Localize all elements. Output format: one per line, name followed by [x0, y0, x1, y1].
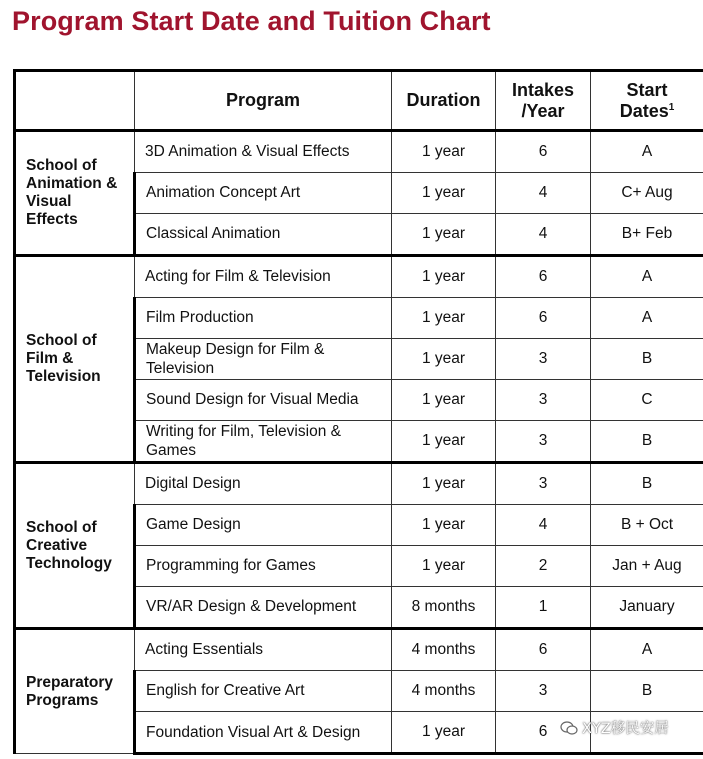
watermark — [560, 717, 669, 738]
intakes-cell: 1 — [496, 587, 591, 629]
duration-cell: 1 year — [392, 421, 496, 463]
program-cell: Digital Design — [135, 463, 392, 505]
header-row — [15, 71, 703, 131]
school-name-cell: School of Animation & Visual Effects — [15, 131, 135, 256]
intakes-cell: 4 — [496, 173, 591, 214]
intakes-cell: 4 — [496, 214, 591, 256]
program-cell: Sound Design for Visual Media — [135, 380, 392, 421]
intakes-cell: 4 — [496, 505, 591, 546]
intakes-cell: 3 — [496, 671, 591, 712]
duration-cell: 1 year — [392, 712, 496, 754]
duration-cell: 1 year — [392, 339, 496, 380]
program-cell: Makeup Design for Film & Television — [135, 339, 392, 380]
start-dates-cell: A — [591, 629, 703, 671]
school-name-cell: Preparatory Programs — [15, 629, 135, 754]
duration-cell: 4 months — [392, 671, 496, 712]
header-program: Program — [135, 71, 392, 131]
program-cell: English for Creative Art — [135, 671, 392, 712]
duration-cell: 1 year — [392, 298, 496, 339]
table-row — [15, 463, 703, 505]
intakes-cell: 3 — [496, 421, 591, 463]
header-duration: Duration — [392, 71, 496, 131]
start-dates-cell: B — [591, 339, 703, 380]
intakes-cell: 6 — [496, 712, 591, 754]
header-intakes-line1: Intakes — [511, 79, 575, 100]
duration-cell: 1 year — [392, 505, 496, 546]
program-chart-table — [13, 69, 703, 755]
duration-cell: 1 year — [392, 463, 496, 505]
duration-cell: 1 year — [392, 131, 496, 173]
program-cell: 3D Animation & Visual Effects — [135, 131, 392, 173]
program-cell: Acting Essentials — [135, 629, 392, 671]
start-dates-cell: B + Oct — [591, 505, 703, 546]
intakes-cell: 2 — [496, 546, 591, 587]
header-start-footnote: 1 — [668, 101, 675, 113]
header-start-line1: Start — [626, 79, 668, 100]
duration-cell: 1 year — [392, 546, 496, 587]
header-intakes-line2: /Year — [521, 100, 565, 121]
table-row — [15, 256, 703, 298]
header-start-line2: Dates — [619, 100, 669, 121]
duration-cell: 1 year — [392, 380, 496, 421]
program-cell: Acting for Film & Television — [135, 256, 392, 298]
page-title: Program Start Date and Tuition Chart — [12, 6, 491, 36]
start-dates-cell: A — [591, 298, 703, 339]
program-cell: Foundation Visual Art & Design — [135, 712, 392, 754]
start-dates-cell: C — [591, 380, 703, 421]
intakes-cell: 3 — [496, 463, 591, 505]
header-start-dates — [591, 71, 703, 131]
start-dates-cell: A — [591, 131, 703, 173]
intakes-cell: 6 — [496, 256, 591, 298]
intakes-cell: 3 — [496, 339, 591, 380]
program-cell: Classical Animation — [135, 214, 392, 256]
school-name-cell: School of Creative Technology — [15, 463, 135, 629]
program-cell: Programming for Games — [135, 546, 392, 587]
start-dates-cell: B+ Feb — [591, 214, 703, 256]
start-dates-cell: January — [591, 587, 703, 629]
wechat-icon — [560, 721, 578, 735]
intakes-cell: 6 — [496, 629, 591, 671]
school-name-cell: School of Film & Television — [15, 256, 135, 463]
program-cell: Animation Concept Art — [135, 173, 392, 214]
start-dates-cell: A — [591, 256, 703, 298]
start-dates-cell: B — [591, 421, 703, 463]
table-row — [15, 131, 703, 173]
program-cell: Film Production — [135, 298, 392, 339]
watermark-text: XYZ移民安居 — [582, 721, 669, 737]
header-school — [15, 71, 135, 131]
chart-body — [15, 131, 703, 754]
intakes-cell: 6 — [496, 298, 591, 339]
duration-cell: 4 months — [392, 629, 496, 671]
intakes-cell: 6 — [496, 131, 591, 173]
program-cell: Writing for Film, Television & Games — [135, 421, 392, 463]
program-cell: Game Design — [135, 505, 392, 546]
intakes-cell: 3 — [496, 380, 591, 421]
start-dates-cell: Jan + Aug — [591, 546, 703, 587]
start-dates-cell: C+ Aug — [591, 173, 703, 214]
duration-cell: 1 year — [392, 214, 496, 256]
duration-cell: 1 year — [392, 256, 496, 298]
duration-cell: 1 year — [392, 173, 496, 214]
table-row — [15, 629, 703, 671]
header-intakes — [496, 71, 591, 131]
program-cell: VR/AR Design & Development — [135, 587, 392, 629]
start-dates-cell: B — [591, 463, 703, 505]
start-dates-cell: B — [591, 671, 703, 712]
duration-cell: 8 months — [392, 587, 496, 629]
